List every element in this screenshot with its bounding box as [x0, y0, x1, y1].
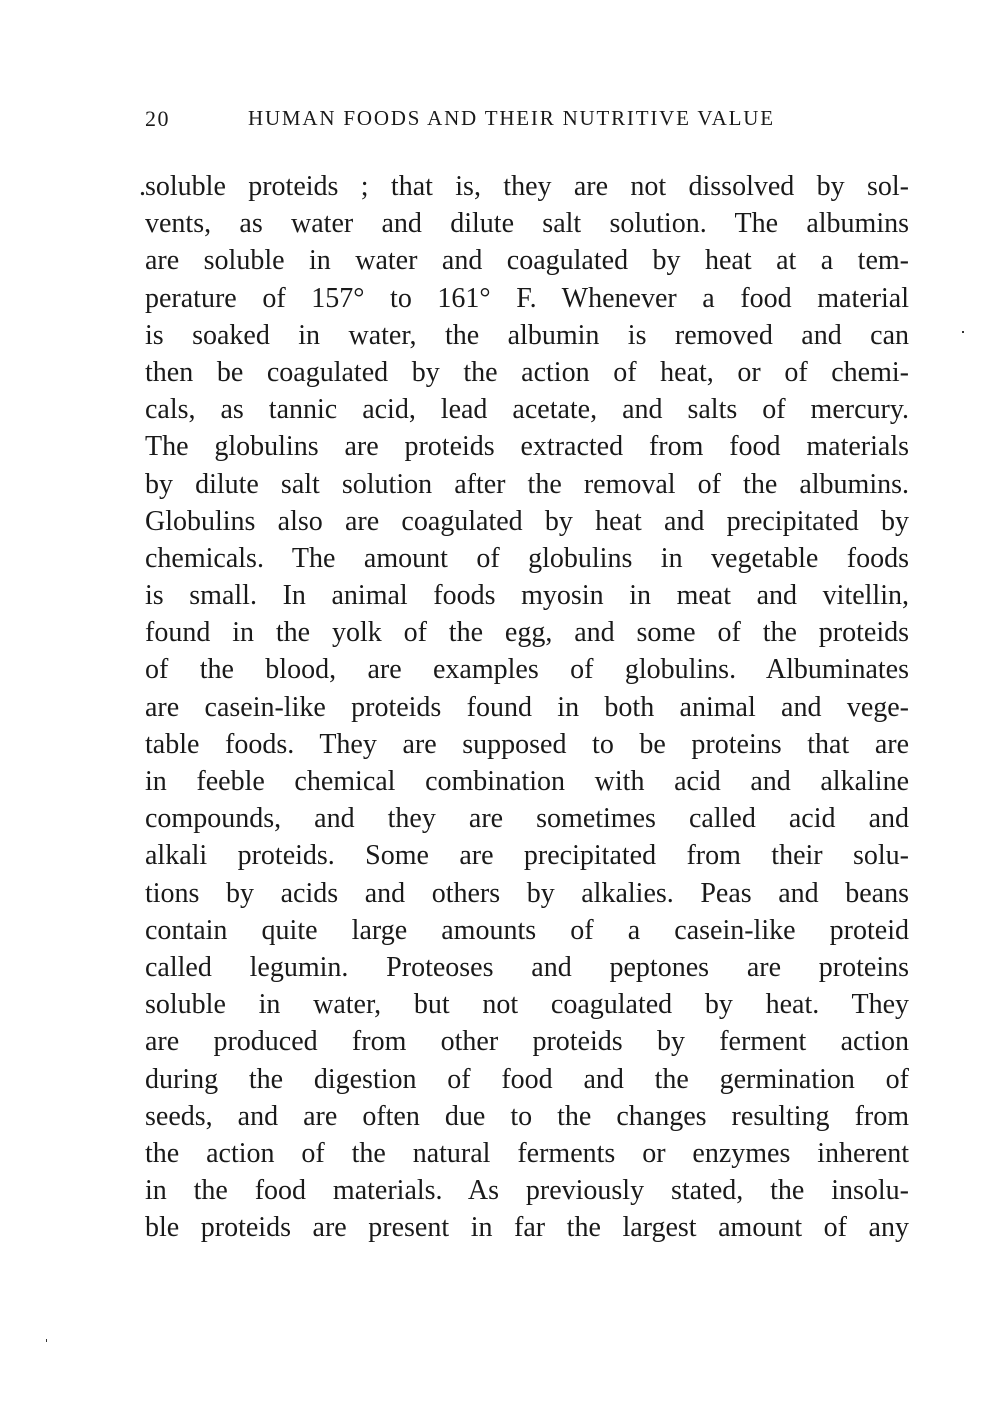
text-line: is soaked in water, the albumin is removed and can	[145, 319, 909, 351]
text-line: contain quite large amounts of a casein-like proteid	[145, 914, 909, 946]
text-line: found in the yolk of the egg, and some of the proteids	[145, 617, 909, 649]
text-line: the action of the natural ferments or enzymes inherent	[145, 1137, 909, 1169]
book-title: HUMAN FOODS AND THEIR NUTRITIVE VALUE	[248, 106, 775, 130]
text-line: chemicals. The amount of globulins in vegetable foods	[145, 542, 909, 574]
text-line: seeds, and are often due to the changes resulting from	[145, 1100, 909, 1132]
text-line: then be coagulated by the action of heat, or of chemi-	[145, 356, 909, 388]
stray-mark: .	[139, 171, 146, 202]
text-line: soluble in water, but not coagulated by heat. They	[145, 989, 909, 1021]
text-line: alkali proteids. Some are precipitated from their solu-	[145, 840, 909, 872]
text-line: compounds, and they are sometimes called acid and	[145, 803, 909, 835]
text-line: in the food materials. As previously stated, the insolu-	[145, 1175, 909, 1207]
text-line: ble proteids are present in far the largest amount of any	[145, 1212, 909, 1244]
scan-speck	[46, 1339, 47, 1342]
text-line: during the digestion of food and the germination of	[145, 1063, 909, 1095]
text-line: of the blood, are examples of globulins. Albuminates	[145, 654, 909, 686]
page-number: 20	[145, 106, 170, 131]
text-line: soluble proteids ; that is, they are not dissolved by sol-	[145, 171, 909, 202]
text-line: are casein-like proteids found in both animal and vege-	[145, 691, 909, 723]
text-line: table foods. They are supposed to be proteins that are	[145, 728, 909, 760]
text-line: perature of 157° to 161° F. Whenever a food material	[145, 282, 909, 314]
text-line: called legumin. Proteoses and peptones are proteins	[145, 951, 909, 983]
text-line: are produced from other proteids by ferment action	[145, 1026, 909, 1058]
text-line: Globulins also are coagulated by heat and precipitated by	[145, 505, 909, 537]
body-paragraph	[139, 168, 909, 1246]
text-line: are soluble in water and coagulated by heat at a tem-	[145, 245, 909, 277]
text-line: cals, as tannic acid, lead acetate, and salts of mercury.	[145, 394, 909, 426]
scan-speck	[962, 331, 964, 333]
text-line: tions by acids and others by alkalies. Peas and beans	[145, 877, 909, 909]
text-line: The globulins are proteids extracted from food materials	[145, 431, 909, 463]
text-line: by dilute salt solution after the removal of the albumins.	[145, 468, 909, 500]
text-line: vents, as water and dilute salt solution. The albumins	[145, 208, 909, 240]
text-line: in feeble chemical combination with acid and alkaline	[145, 766, 909, 797]
text-line: is small. In animal foods myosin in meat and vitellin,	[145, 580, 909, 612]
running-head	[145, 106, 835, 136]
